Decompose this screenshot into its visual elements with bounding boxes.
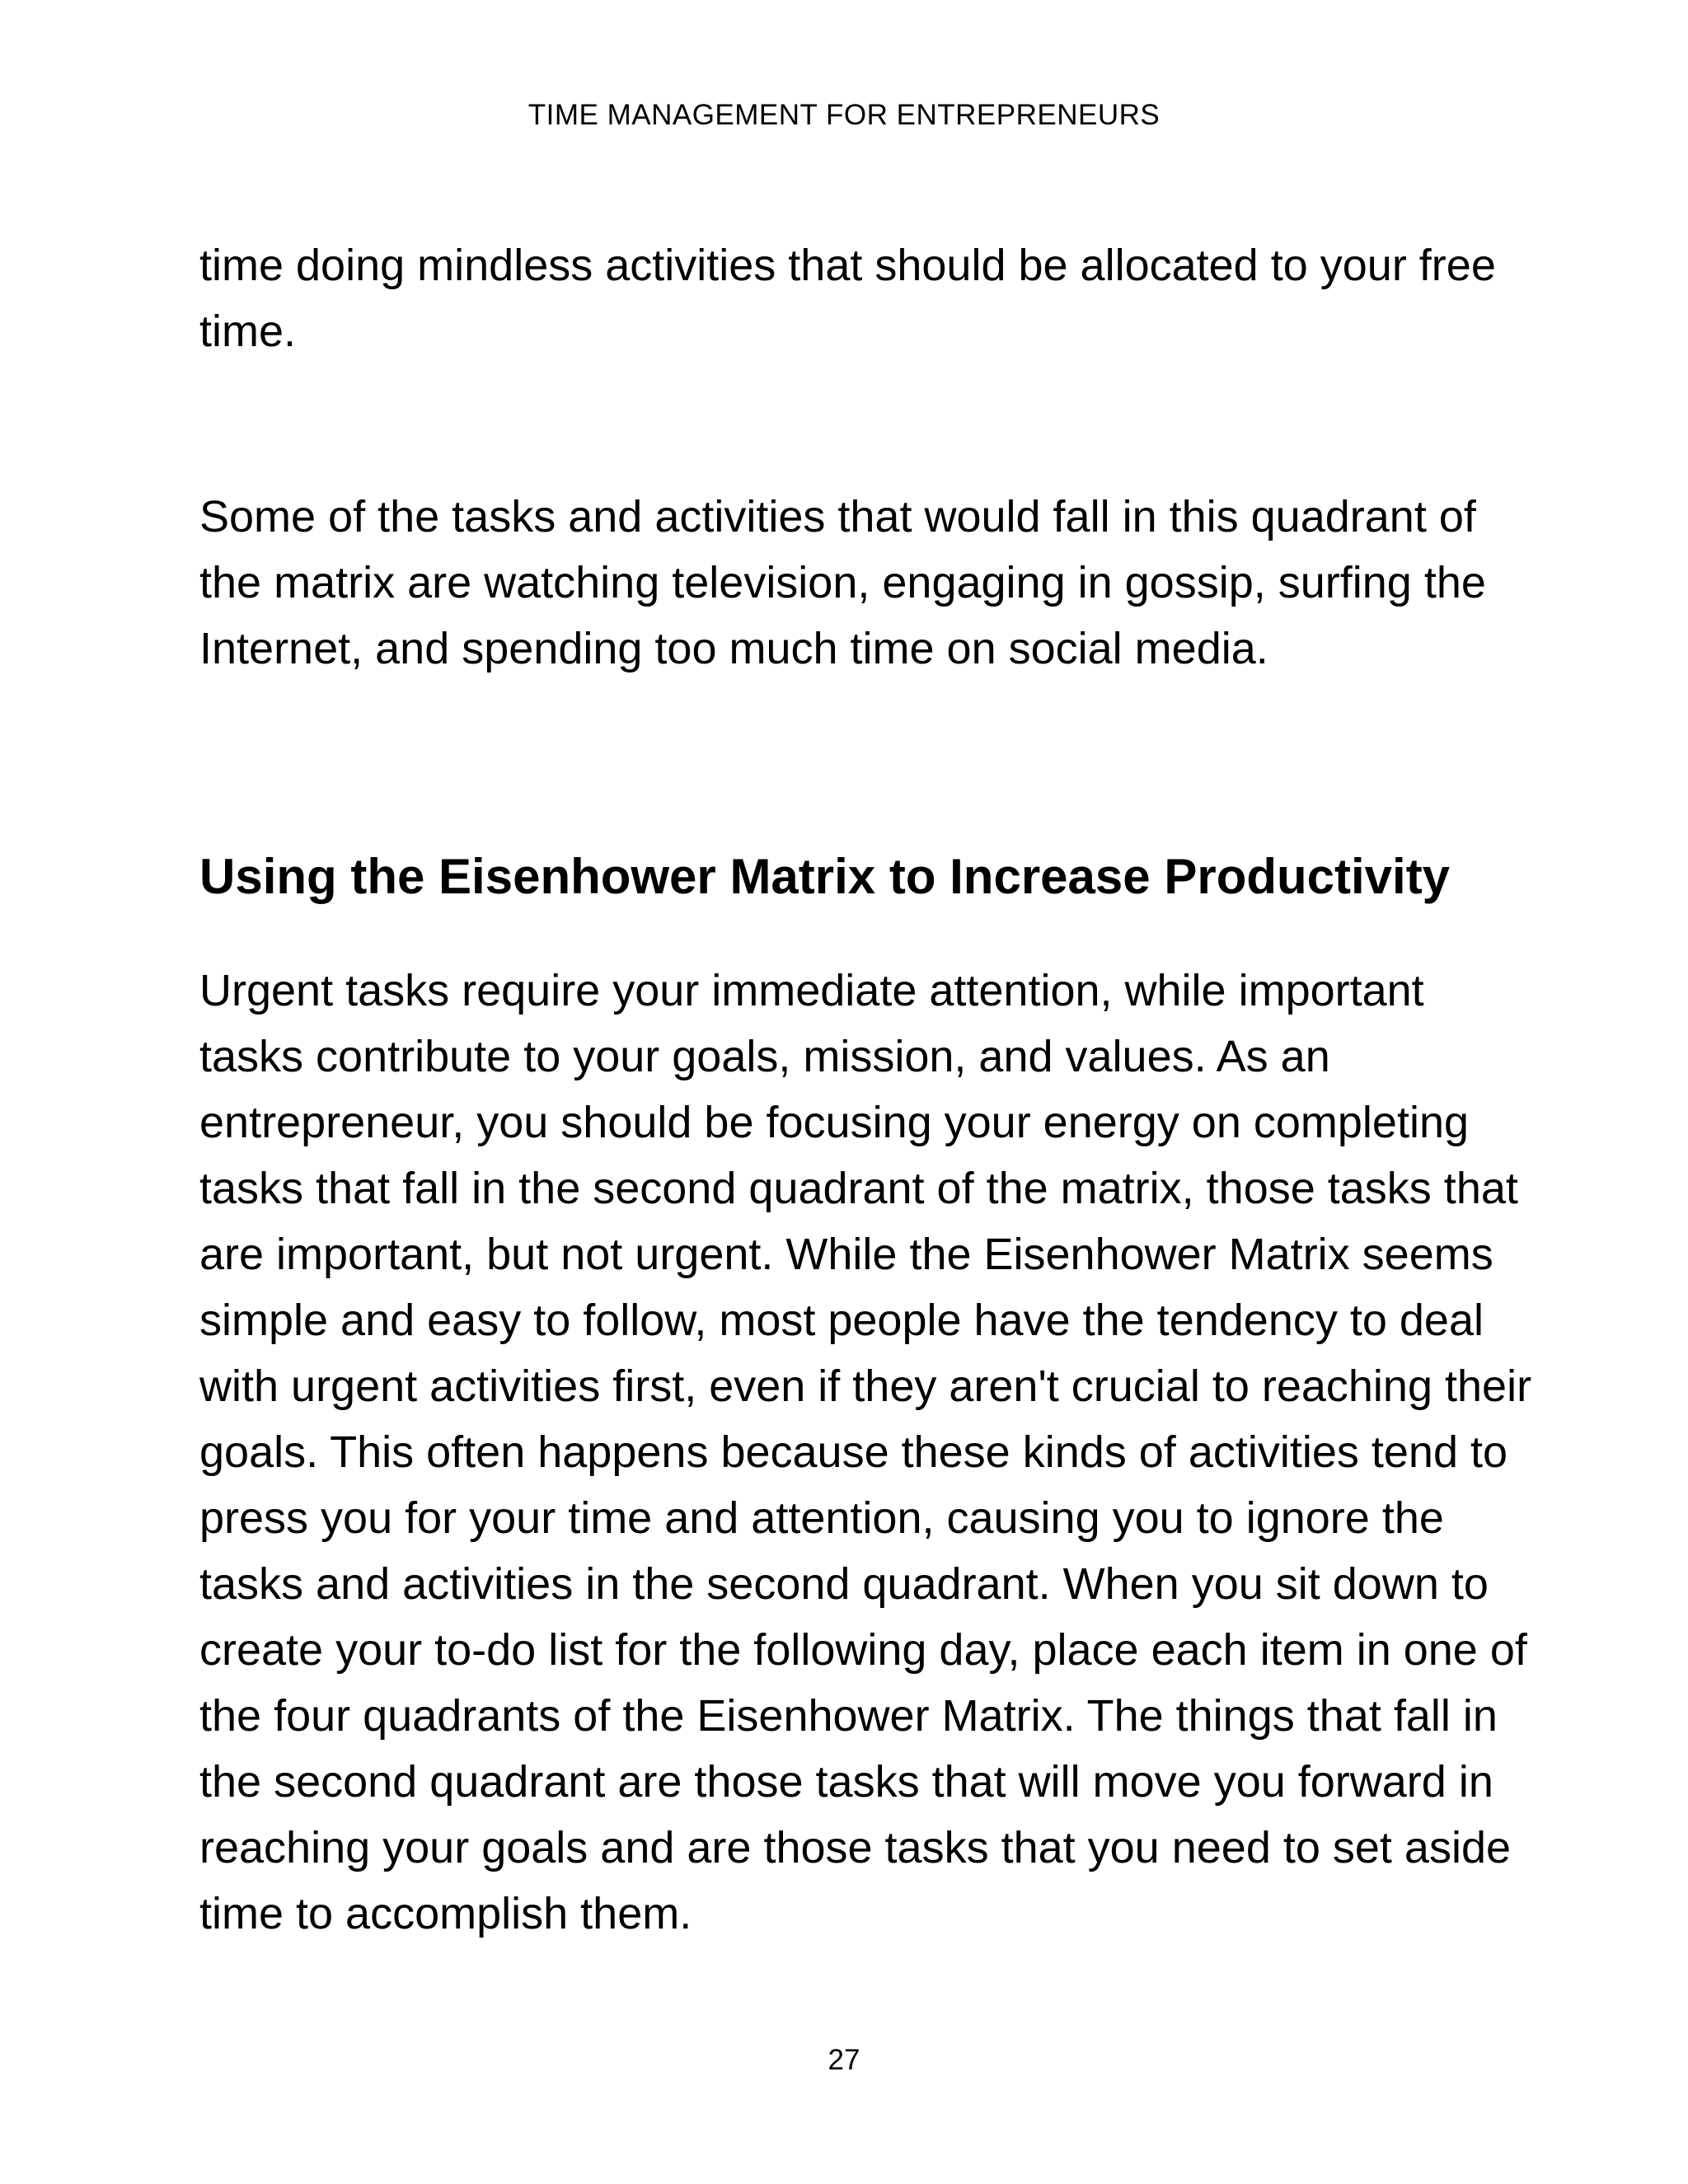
section-heading: Using the Eisenhower Matrix to Increase Productivity [199,849,1451,904]
running-header: TIME MANAGEMENT FOR ENTREPRENEURS [528,99,1160,131]
paragraph-eisenhower-matrix: Urgent tasks require your immediate attention, while important tasks contribute to your goals, mission, and values. As an entrepreneur, you should be focusing your energy on completing tasks that fall in the second quadrant of the matrix, those tasks that are important, but not urgent. While the Eisenhower Matrix seems simple and easy to follow, most people have the tendency to deal with urgent activities first, even if they aren't crucial to reaching their goals. This often happens because these kinds of activities tend to press you for your time and attention, causing you to ignore the tasks and activities in the second quadrant. When you sit down to create your to-do list for the following day, place each item in one of the four quadrants of the Eisenhower Matrix. The things that fall in the second quadrant are those tasks that will move you forward in reaching your goals and are those tasks that you need to set aside time to accomplish them. [199,966,1532,1938]
page-number: 27 [828,2044,860,2076]
paragraph-quadrant-examples: Some of the tasks and activities that would fall in this quadrant of the matrix are watching television, engaging in gossip, surfing the Internet, and spending too much time on social media. [199,492,1486,673]
paragraph-continuation: time doing mindless activities that should be allocated to your free time. [199,241,1496,356]
